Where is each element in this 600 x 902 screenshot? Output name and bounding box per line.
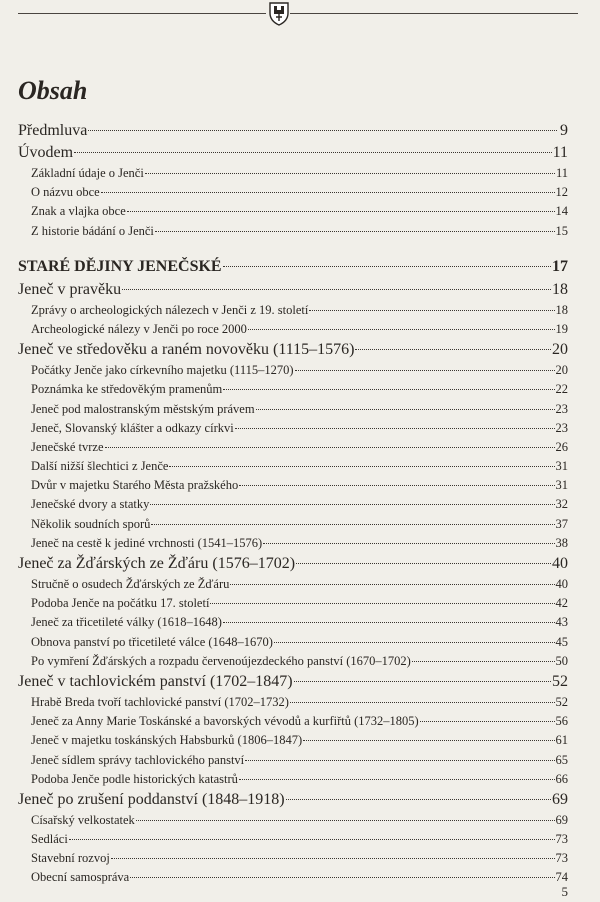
header-rule-left: [18, 13, 266, 14]
toc-entry-page: 37: [555, 516, 568, 531]
toc-entry-label: Podoba Jenče na počátku 17. století: [31, 596, 210, 611]
dot-leader: [239, 779, 555, 780]
toc-entry-label: Jeneč za třicetileté války (1618–1648): [31, 615, 222, 630]
toc-entry-label: Dvůr v majetku Starého Města pražského: [31, 478, 239, 493]
dot-leader: [355, 349, 551, 350]
table-of-contents: [18, 120, 568, 888]
toc-subchapter: [18, 222, 568, 241]
toc-subchapter: [18, 693, 568, 712]
dot-leader: [286, 799, 551, 800]
toc-entry-label: Po vymření Žďárských a rozpadu červenoújezdeckého panství (1670–1702): [31, 653, 411, 668]
dot-leader: [295, 370, 555, 371]
toc-entry-page: 11: [552, 144, 568, 161]
toc-entry-page: 11: [555, 166, 568, 180]
dot-leader: [245, 760, 554, 761]
toc-entry-label: Zprávy o archeologických nálezech v Jenči z 19. století: [31, 302, 309, 317]
dot-leader: [74, 152, 551, 153]
toc-subchapter: [18, 770, 568, 789]
dot-leader: [111, 858, 555, 859]
toc-subchapter: [18, 457, 568, 476]
toc-subchapter: [18, 633, 568, 652]
page-number: 5: [561, 884, 568, 899]
toc-entry-label: Poznámka ke středověkým pramenům: [31, 382, 223, 397]
dot-leader: [150, 504, 554, 505]
dot-leader: [235, 428, 555, 429]
dot-leader: [420, 721, 555, 722]
toc-subchapter: [18, 731, 568, 750]
toc-entry-page: 42: [555, 596, 568, 611]
toc-entry-page: 23: [555, 420, 568, 435]
toc-chapter: [18, 789, 568, 811]
toc-entry-label: Jeneč ve středověku a raném novověku (1115–1576): [18, 341, 355, 359]
dot-leader: [127, 211, 555, 212]
toc-entry-label: Další nižší šlechtici z Jenče: [31, 459, 169, 474]
dot-leader: [296, 563, 551, 564]
toc-entry-label: Jeneč po zrušení poddanství (1848–1918): [18, 790, 285, 808]
toc-entry-label: Z historie bádání o Jenči: [31, 223, 154, 238]
toc-entry-page: 31: [555, 459, 568, 474]
toc-entry-label: Jeneč za Anny Marie Toskánské a bavorských vévodů a kurfiřtů (1732–1805): [31, 714, 419, 729]
toc-entry-page: 23: [555, 401, 568, 416]
toc-entry-page: 9: [560, 122, 568, 139]
toc-entry-label: Podoba Jenče podle historických katastrů: [31, 771, 238, 786]
coat-of-arms-icon: [268, 0, 290, 26]
toc-entry-page: 20: [552, 341, 568, 359]
toc-entry-label: Jeneč, Slovanský klášter a odkazy církvi: [31, 420, 234, 435]
toc-subchapter: [18, 361, 568, 380]
toc-entry-page: 18: [555, 302, 568, 317]
toc-entry-page: 69: [555, 812, 568, 827]
toc-entry-page: 56: [555, 714, 568, 729]
toc-entry-page: 17: [552, 257, 568, 275]
toc-entry-label: Znak a vlajka obce: [31, 204, 126, 219]
toc-subchapter: [18, 712, 568, 731]
toc-entry-label: Stavební rozvoj: [31, 851, 110, 866]
dot-leader: [169, 466, 554, 467]
dot-leader: [145, 173, 555, 174]
dot-leader: [248, 329, 555, 330]
dot-leader: [294, 681, 551, 682]
toc-entry-page: 32: [555, 497, 568, 512]
toc-chapter: [18, 142, 568, 164]
toc-entry-label: Základní údaje o Jenči: [31, 166, 144, 180]
toc-entry-label: Jeneč sídlem správy tachlovického panství: [31, 752, 245, 767]
toc-entry-page: 52: [552, 672, 568, 690]
toc-entry-page: 50: [555, 653, 568, 668]
dot-leader: [136, 820, 555, 821]
dot-leader: [309, 310, 554, 311]
header-rule-right: [290, 13, 578, 14]
toc-entry-page: 14: [555, 204, 568, 219]
toc-subchapter: [18, 534, 568, 553]
toc-subchapter: [18, 868, 568, 887]
toc-entry-label: Hrabě Breda tvoří tachlovické panství (1702–1732): [31, 694, 289, 709]
toc-subchapter: [18, 652, 568, 671]
toc-entry-page: 45: [555, 634, 568, 649]
toc-entry-page: 66: [555, 771, 568, 786]
toc-subchapter: [18, 164, 568, 183]
toc-subchapter: [18, 438, 568, 457]
section-gap: [18, 241, 568, 255]
dot-leader: [155, 231, 555, 232]
dot-leader: [122, 289, 551, 290]
toc-entry-page: 40: [552, 555, 568, 572]
toc-entry-label: Jeneč v majetku toskánských Habsburků (1806–1847): [31, 733, 303, 748]
dot-leader: [223, 266, 551, 267]
toc-subchapter: [18, 811, 568, 830]
toc-subchapter: [18, 849, 568, 868]
dot-leader: [105, 447, 555, 448]
toc-entry-label: Jeneč v pravěku: [18, 280, 122, 298]
toc-entry-page: 38: [555, 535, 568, 550]
toc-entry-label: Sedláci: [31, 832, 68, 847]
toc-subchapter: [18, 594, 568, 613]
dot-leader: [230, 584, 554, 585]
toc-entry-label: Několik soudních sporů: [31, 516, 151, 531]
dot-leader: [256, 409, 555, 410]
toc-entry-label: Obecní samospráva: [31, 870, 130, 885]
toc-part-heading: [18, 255, 568, 279]
dot-leader: [263, 543, 554, 544]
toc-chapter: [18, 279, 568, 301]
dot-leader: [69, 839, 555, 840]
toc-entry-page: 15: [555, 223, 568, 238]
toc-entry-label: STARÉ DĚJINY JENEČSKÉ: [18, 257, 222, 275]
toc-entry-label: Jeneč na cestě k jediné vrchnosti (1541–1576): [31, 535, 263, 550]
toc-entry-page: 73: [555, 832, 568, 847]
toc-entry-label: Počátky Jenče jako církevního majetku (1115–1270): [31, 363, 294, 378]
toc-entry-label: Předmluva: [18, 122, 88, 139]
toc-subchapter: [18, 183, 568, 202]
dot-leader: [412, 661, 555, 662]
toc-entry-page: 18: [552, 280, 568, 298]
toc-subchapter: [18, 575, 568, 594]
toc-entry-page: 74: [555, 870, 568, 885]
toc-chapter: [18, 553, 568, 575]
toc-subchapter: [18, 400, 568, 419]
toc-entry-page: 22: [555, 382, 568, 397]
toc-subchapter: [18, 476, 568, 495]
dot-leader: [223, 622, 555, 623]
toc-entry-page: 73: [555, 851, 568, 866]
toc-subchapter: [18, 830, 568, 849]
toc-entry-page: 61: [555, 733, 568, 748]
toc-entry-label: Jenečské tvrze: [31, 439, 104, 454]
toc-chapter: [18, 120, 568, 142]
toc-entry-page: 19: [555, 321, 568, 336]
toc-entry-label: Stručně o osudech Žďárských ze Žďáru: [31, 577, 230, 591]
toc-entry-page: 40: [555, 577, 568, 591]
toc-chapter: [18, 339, 568, 361]
toc-entry-page: 52: [555, 694, 568, 709]
toc-subchapter: [18, 419, 568, 438]
toc-entry-page: 12: [555, 185, 568, 200]
dot-leader: [274, 642, 555, 643]
toc-entry-label: Jeneč pod malostranským městským právem: [31, 401, 255, 416]
toc-chapter: [18, 671, 568, 693]
toc-entry-page: 26: [555, 439, 568, 454]
toc-entry-page: 65: [555, 752, 568, 767]
toc-subchapter: [18, 751, 568, 770]
toc-entry-label: Úvodem: [18, 144, 74, 161]
dot-leader: [88, 130, 557, 131]
page-title: Obsah: [18, 76, 88, 105]
toc-entry-label: Císařský velkostatek: [31, 812, 135, 827]
dot-leader: [290, 702, 555, 703]
toc-entry-page: 31: [555, 478, 568, 493]
toc-subchapter: [18, 515, 568, 534]
toc-subchapter: [18, 380, 568, 399]
toc-entry-label: Jeneč za Žďárských ze Žďáru (1576–1702): [18, 555, 296, 572]
dot-leader: [101, 192, 555, 193]
dot-leader: [130, 877, 554, 878]
toc-entry-label: Archeologické nálezy v Jenči po roce 2000: [31, 321, 247, 336]
toc-entry-page: 43: [555, 615, 568, 630]
toc-entry-label: O názvu obce: [31, 185, 100, 200]
dot-leader: [151, 524, 554, 525]
toc-entry-label: Obnova panství po třicetileté válce (1648–1670): [31, 634, 273, 649]
toc-entry-label: Jenečské dvory a statky: [31, 497, 150, 512]
toc-entry-page: 20: [555, 363, 568, 378]
toc-entry-page: 69: [552, 790, 568, 808]
toc-subchapter: [18, 495, 568, 514]
toc-subchapter: [18, 301, 568, 320]
dot-leader: [223, 389, 554, 390]
toc-subchapter: [18, 202, 568, 221]
dot-leader: [210, 603, 554, 604]
toc-subchapter: [18, 320, 568, 339]
toc-entry-label: Jeneč v tachlovickém panství (1702–1847): [18, 672, 293, 690]
dot-leader: [303, 740, 554, 741]
dot-leader: [239, 485, 554, 486]
toc-subchapter: [18, 613, 568, 632]
